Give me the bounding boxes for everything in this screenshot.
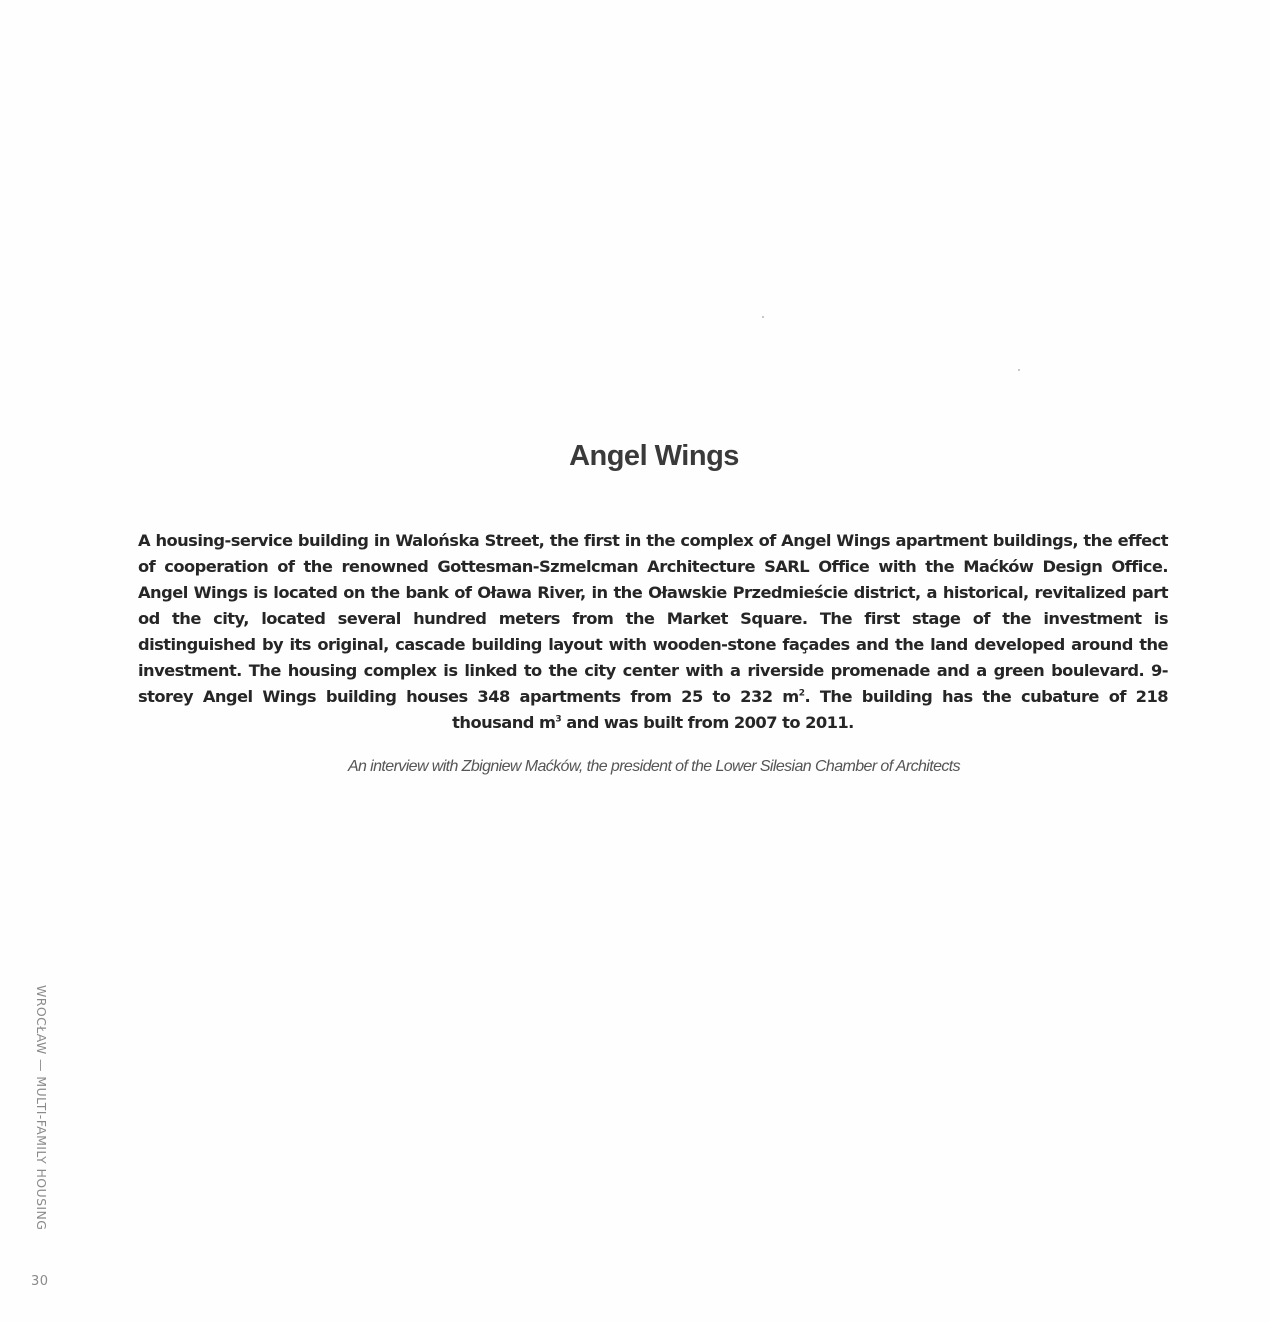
body-text-part-3: and was built from 2007 to 2011. bbox=[561, 713, 854, 732]
page-title: Angel Wings bbox=[569, 440, 739, 472]
body-text-part-1: A housing-service building in Walońska Street, the first in the complex of Angel Wings apartment buildings, the effect of cooperation of the renowned Gottesman-Szmelcman Architecture SARL Office with the Maćków Design Office. Angel Wings is located on the bank of Oława River, in the Oławskie Przedmieście district, a historical, revitalized part od the city, located several hundred meters from the Market Square. The first stage of the investment is distinguished by its original, cascade building layout with wooden-stone façades and the land developed around the investment. The housing complex is linked to the city center with a riverside promenade and a green boulevard. 9-storey Angel Wings building houses 348 apartments from 25 to 232 m bbox=[138, 531, 1168, 706]
paper-speck bbox=[762, 316, 764, 318]
body-paragraph bbox=[138, 528, 1168, 736]
body-text-part-2: . The building has the cubature of 218 thousand m bbox=[452, 687, 1169, 732]
interview-caption: An interview with Zbigniew Maćków, the president of the Lower Silesian Chamber of Architects bbox=[347, 758, 961, 775]
page-number: 30 bbox=[31, 1274, 49, 1289]
superscript-3: 3 bbox=[555, 714, 562, 725]
paper-speck bbox=[1018, 369, 1020, 371]
section-side-label: WROCŁAW — MULTI-FAMILY HOUSING bbox=[34, 985, 49, 1231]
superscript-2: 2 bbox=[798, 688, 805, 699]
